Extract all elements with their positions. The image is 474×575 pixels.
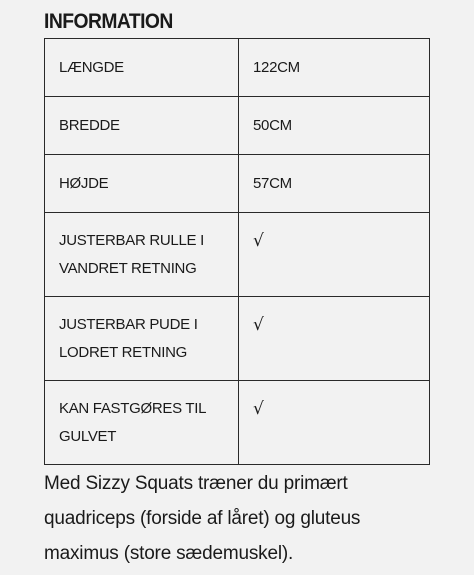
spec-label: LÆNGDE <box>45 39 239 97</box>
specs-table <box>44 38 430 465</box>
spec-value-check <box>239 297 430 381</box>
spec-label <box>45 381 239 465</box>
table-row-width <box>45 97 430 155</box>
spec-value: 57CM <box>239 155 430 213</box>
spec-value-check <box>239 381 430 465</box>
spec-label-line: GULVET <box>59 428 117 445</box>
spec-label-line: KAN FASTGØRES TIL <box>59 400 207 417</box>
section-title: INFORMATION <box>44 10 173 33</box>
check-icon: √ <box>253 399 264 419</box>
spec-value: 122CM <box>239 39 430 97</box>
table-row-adjustable-pad <box>45 297 430 381</box>
description-line: maximus (store sædemuskel). <box>44 543 294 564</box>
check-icon: √ <box>253 315 264 335</box>
description-line: quadriceps (forside af låret) og gluteus <box>44 508 361 529</box>
spec-label: BREDDE <box>45 97 239 155</box>
spec-value-check <box>239 213 430 297</box>
spec-label-line: VANDRET RETNING <box>59 260 197 277</box>
table-row-adjustable-roller <box>45 213 430 297</box>
spec-label-line: JUSTERBAR RULLE I <box>59 232 204 249</box>
spec-label: HØJDE <box>45 155 239 213</box>
check-icon: √ <box>253 231 264 251</box>
table-row-floor-mountable <box>45 381 430 465</box>
spec-label <box>45 213 239 297</box>
table-row-length <box>45 39 430 97</box>
product-description <box>44 466 444 571</box>
table-row-height <box>45 155 430 213</box>
spec-label-line: LODRET RETNING <box>59 344 188 361</box>
spec-value: 50CM <box>239 97 430 155</box>
spec-label-line: JUSTERBAR PUDE I <box>59 316 198 333</box>
description-line: Med Sizzy Squats træner du primært <box>44 473 348 494</box>
spec-label <box>45 297 239 381</box>
